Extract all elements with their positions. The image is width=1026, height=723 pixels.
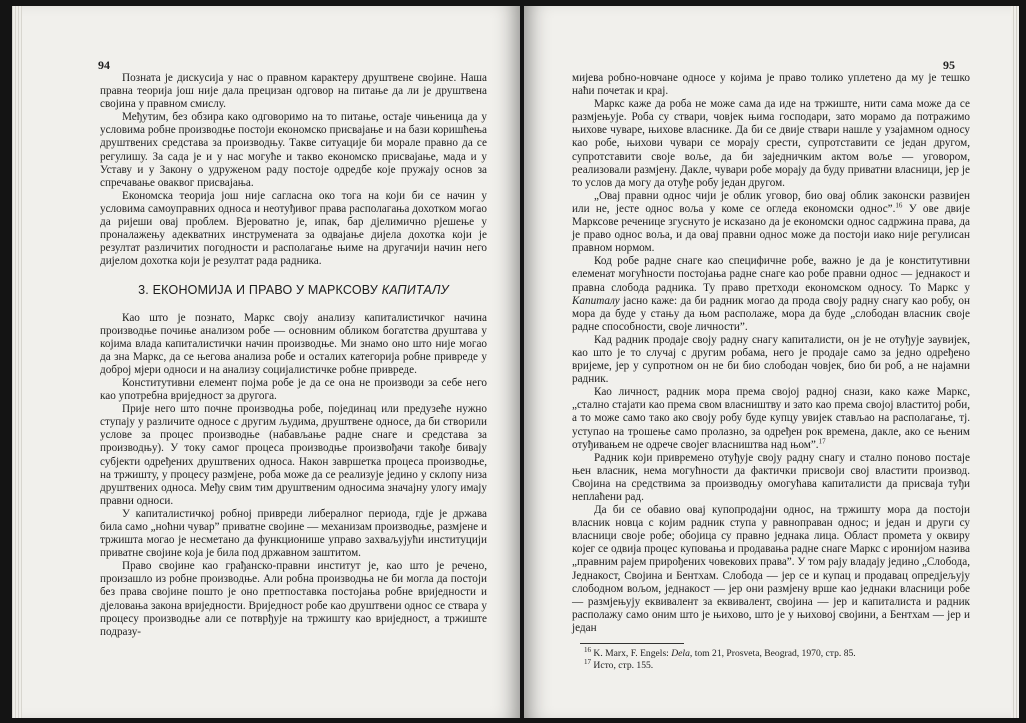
paragraph	[572, 386, 970, 451]
paragraph	[572, 255, 970, 334]
footnote-ref: 16	[895, 201, 903, 210]
footnote	[584, 657, 970, 672]
footnote-italic: Dela,	[671, 648, 693, 660]
paragraph: У капиталистичкој робној привреди либералног периода, гдје је држава била само „ноћни чувар” приватне својине — механизам производње, размјене и тржишта могао је несметано да функционише управо захваљујући институцији приватне својине која је била под државном заштитом.	[100, 507, 487, 560]
paragraph-text: Као личност, радник мора према својој радној снази, како каже Маркс, „стално стајати као према свом власништву и зато као према својој властитој роби, а то може само тако ако своју робу буде купцу увијек стављао на располагање, тј. уступао на трошење само пролазно, за одређен рок времена, дакле, ако се њеним отуђивањем не одрече својег власништва над њом”.	[572, 386, 970, 451]
paragraph: Маркс каже да роба не може сама да иде на тржиште, нити сама може да се размјењује. Роба су ствари, човјек њима господари, зато морамо да потражимо њихове чуваре, њихове власнике. Да би се двије ствари нашле у узајамном односу као робе, њихови чувари се морају срести, супротставити се један другом, супротставити своје воље, да би заједничким актом воље — уговором, реализовали размјену. Дакле, чувари робе морају да буду приватни власници, јер је то услов да могу да отуђе робу један другом.	[572, 98, 970, 189]
paragraph: Економска теорија још није сагласна око тога на који би се начин у условима самоуправних односа и неотуђивог права располагања дохотком могао да ријеши овај проблем. Вјероватно је, ипак, бар дјелимично рјешење у проналажењу адекватних инструмената за одвајање дијела дохотка који је резултат различитих погодности и располагање њиме на другачији начин него дијелом дохотка који је резултат рада радника.	[100, 189, 487, 268]
footnote-text: Исто, стр. 155.	[593, 659, 654, 671]
paragraph-text: јасно каже: да би радник могао да прода своју радну снагу као робу, он мора да буде у стању да њом располаже, мора да буде „слободан власник своје радне способности, своје личности”.	[572, 294, 970, 333]
footnote-text: tom 21, Prosveta, Beograd, 1970, стр. 85.	[692, 648, 856, 660]
paragraph: Прије него што почне производња робе, појединац или предузеће нужно ступају у различите односе с другим људима, друштвене односе, да би створили услове за процес производње (набављање радне снаге и средстава за производњу). У току самог процеса производње произвођачи такође бивају субјекти одређених друштвених односа. Након завршетка процеса производње, на тржишту, у процесу размјене, роба може да се реализује једино у склопу низа друштвених односа. Међу свим тим друштвеним односима значајну улогу имају правни односи.	[100, 403, 487, 507]
right-page	[524, 6, 1019, 718]
left-page-text	[100, 72, 487, 639]
section-heading-main: 3. ЕКОНОМИЈА И ПРАВО У МАРКСОВУ	[138, 283, 379, 298]
book-title-italic: Капиталу	[572, 294, 620, 307]
left-page	[12, 6, 520, 718]
quote-text: „Овај правни однос чији је облик уговор, био овај облик законски развијен или не, јесте однос воља у коме се огледа економски однос”.	[572, 189, 970, 215]
footnote-text: K. Marx, F. Engels:	[593, 648, 672, 660]
paragraph: Радник који привремено отуђује своју радну снагу и стално поново постаје њен власник, нема могућности да фактички присвоји свој властити производ. Својина на средствима за производњу омогућава капиталисти да присваја туђи неплаћени рад.	[572, 451, 970, 503]
paragraph: Међутим, без обзира како одговоримо на то питање, остаје чињеница да у условима робне производње постоји економско присвајање и на бази коришћења друштвених средстава за производњу. Такве ситуације би морале правно да се регулишу. За сада је и у нас могуће и такво економско присвајање, мада и у Уставу и у Закону о удруженом раду постоје одредбе које пружају основ за спречавање оваквог присвајања.	[100, 111, 487, 189]
paragraph: Позната је дискусија у нас о правном карактеру друштвене својине. Наша правна теорија још није дала прецизан одговор на питање да ли је друштвена својина у правном смислу.	[100, 72, 487, 111]
footnote	[584, 645, 970, 660]
page-number-left: 94	[98, 58, 110, 72]
paragraph: мијева робно-новчане односе у којима је право толико уплетено да му је тешко наћи почетак и крај.	[572, 72, 970, 98]
paragraph: Да би се обавио овај купопродајни однос, на тржишту мора да постоји власник новца с којим радник ступа у равноправан однос; и један и други су власници своје робе; обојица су правно једнака лица. Област промета у оквиру којег се одвија процес куповања и продавања радне снаге Маркс с иронијом назива „правним рајем прирођених човекових права”. У том рају владају једино „Слобода, Једнакост, Својина и Бентхам. Слобода — јер се и купац и продавац опредјељују слободном вољом, једнакост — јер они размјену врше као једнаки власници робе — размјењују еквивалент за еквивалент, својина — јер и капиталиста и радник располажу само оним што је њихово, што је у њиховој својини, а Бентхам — јер и један	[572, 504, 970, 634]
footnote-number: 16	[584, 645, 591, 654]
footnote-ref: 17	[818, 436, 826, 445]
paragraph: Конститутивни елемент појма робе је да се она не производи за себе него као употребна вриједност за другога.	[100, 376, 487, 403]
paragraph-continuation: У ове двије Марксове реченице згуснуто је исказано да је економски однос садржина права, да је право однос воља, и да овај правни однос може да постоји иако није регулисан правном нормом.	[572, 202, 970, 255]
footnotes	[572, 645, 970, 671]
paragraph	[572, 190, 970, 255]
footnote-divider	[580, 643, 684, 644]
paragraph: Као што је познато, Маркс своју анализу капиталистичког начина производње почиње анализом робе — основним обликом богатства друштава у којима влада капиталистички начин производње. Ми знамо оно што није могао да зна Маркс, да се његова анализа робе и осталих категорија робне привреде у доброј мјери односи и на анализу социјалистичке робне привреде.	[100, 311, 487, 376]
paragraph: Право својине као грађанско-правни институт је, као што је речено, произашло из робне производње. Али робна производња не би могла да постоји без права својине пошто је оно претпоставка постојања робне вриједности и дјеловања закона вриједности. Вриједност робе као друштвени однос се ствара у процесу производње али се потврђује на тржишту као вриједност, а тржиште подразу-	[100, 560, 487, 638]
paragraph: Кад радник продаје своју радну снагу капиталисти, он је не отуђује заувијек, као што је то случај с другим робама, него је продаје само за једно одређено вријеме, јер у супротном он не би био слободан човјек, био би роб, а не најамни радник.	[572, 333, 970, 386]
footnote-number: 17	[584, 657, 591, 666]
page-number-right: 95	[943, 58, 955, 72]
section-heading	[100, 284, 487, 297]
section-heading-italic: КАПИТАЛУ	[381, 283, 449, 298]
paragraph-text: Код робе радне снаге као специфичне робе, важно је да је конститутивни елеменат могућности постојања радне снаге као робе правни однос — једнакост и правна слобода радника. Ту право претходи економском односу. То Маркс у	[572, 255, 970, 294]
right-page-text	[572, 72, 970, 671]
